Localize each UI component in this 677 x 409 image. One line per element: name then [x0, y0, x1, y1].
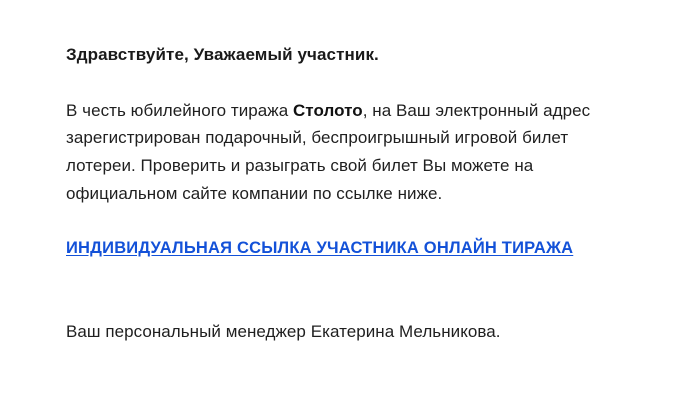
paragraph-part-after-brand: , на Ваш электронный адрес зарегистрирован подарочный, беспроигрышный игровой билет лотереи. Проверить и разыграть свой билет Вы можете на официальном сайте компании по ссылке ниже. [66, 100, 591, 203]
cta-link-block [66, 237, 621, 261]
signature-text: Ваш персональный менеджер Екатерина Мельникова. [66, 321, 501, 341]
main-paragraph [66, 97, 621, 207]
individual-participant-link[interactable]: ИНДИВИДУАЛЬНАЯ ССЫЛКА УЧАСТНИКА ОНЛАЙН ТИРАЖА [66, 239, 574, 258]
greeting-text: Здравствуйте, Уважаемый участник. [66, 45, 379, 64]
brand-name: Столото [292, 100, 363, 120]
paragraph-part-before-brand: В честь юбилейного тиража [66, 100, 293, 120]
